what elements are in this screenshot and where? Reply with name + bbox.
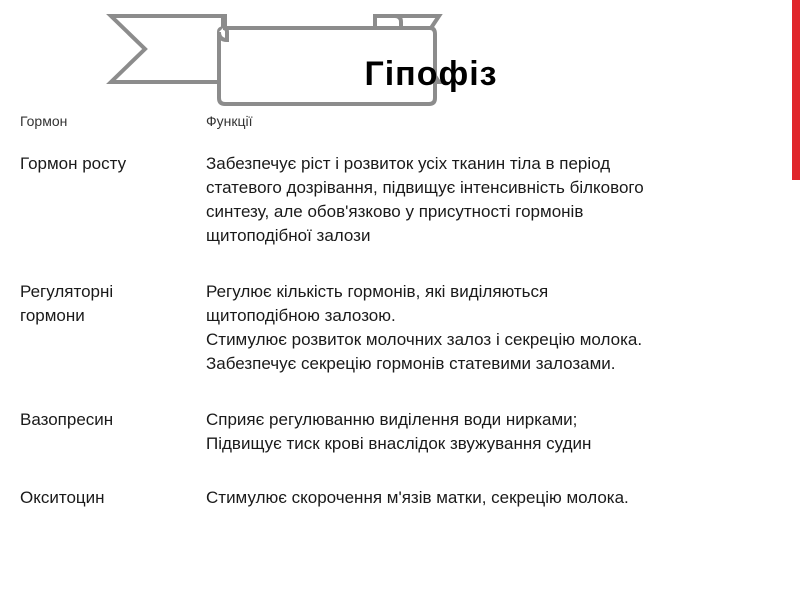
- function-line: щитоподібною залозою.: [206, 306, 396, 325]
- title-banner: [105, 10, 498, 110]
- hormone-name: [12, 280, 198, 408]
- hormone-name-text: гормони: [20, 306, 85, 325]
- hormone-functions: [198, 280, 788, 408]
- hormone-name: [12, 152, 198, 280]
- hormone-functions: [198, 486, 788, 526]
- table-row: [12, 280, 788, 408]
- header-hormone: Гормон: [20, 113, 68, 129]
- function-line: Стимулює розвиток молочних залоз і секрецію молока.: [206, 330, 643, 349]
- function-line: Регулює кількість гормонів, які виділяються: [206, 282, 549, 301]
- table-row: [12, 152, 788, 280]
- function-line: Забезпечує секрецію гормонів статевими залозами.: [206, 354, 616, 373]
- function-line: Підвищує тиск крові внаслідок звужування судин: [206, 434, 592, 453]
- hormone-functions: [198, 152, 788, 280]
- function-line: Забезпечує ріст і розвиток усіх тканин тіла в період: [206, 154, 611, 173]
- hormone-functions: [198, 408, 788, 486]
- function-line: Сприяє регулюванню виділення води нирками;: [206, 410, 578, 429]
- hormones-table: [12, 100, 788, 526]
- accent-bar: [792, 0, 800, 180]
- hormone-name: [12, 486, 198, 526]
- hormone-name-text: Вазопресин: [20, 410, 114, 429]
- hormone-name-text: Окситоцин: [20, 488, 105, 507]
- table-header-row: [12, 100, 788, 152]
- function-line: статевого дозрівання, підвищує інтенсивність білкового: [206, 178, 644, 197]
- table-row: [12, 486, 788, 526]
- banner-title: Гіпофіз: [364, 54, 498, 93]
- function-line: щитоподібної залози: [206, 226, 371, 245]
- hormone-name: [12, 408, 198, 486]
- function-line: Стимулює скорочення м'язів матки, секрецію молока.: [206, 488, 629, 507]
- table-row: [12, 408, 788, 486]
- hormone-name-text: Гормон росту: [20, 154, 127, 173]
- header-functions: Функції: [206, 113, 253, 129]
- function-line: синтезу, але обов'язково у присутності гормонів: [206, 202, 584, 221]
- hormone-name-text: Регуляторні: [20, 282, 114, 301]
